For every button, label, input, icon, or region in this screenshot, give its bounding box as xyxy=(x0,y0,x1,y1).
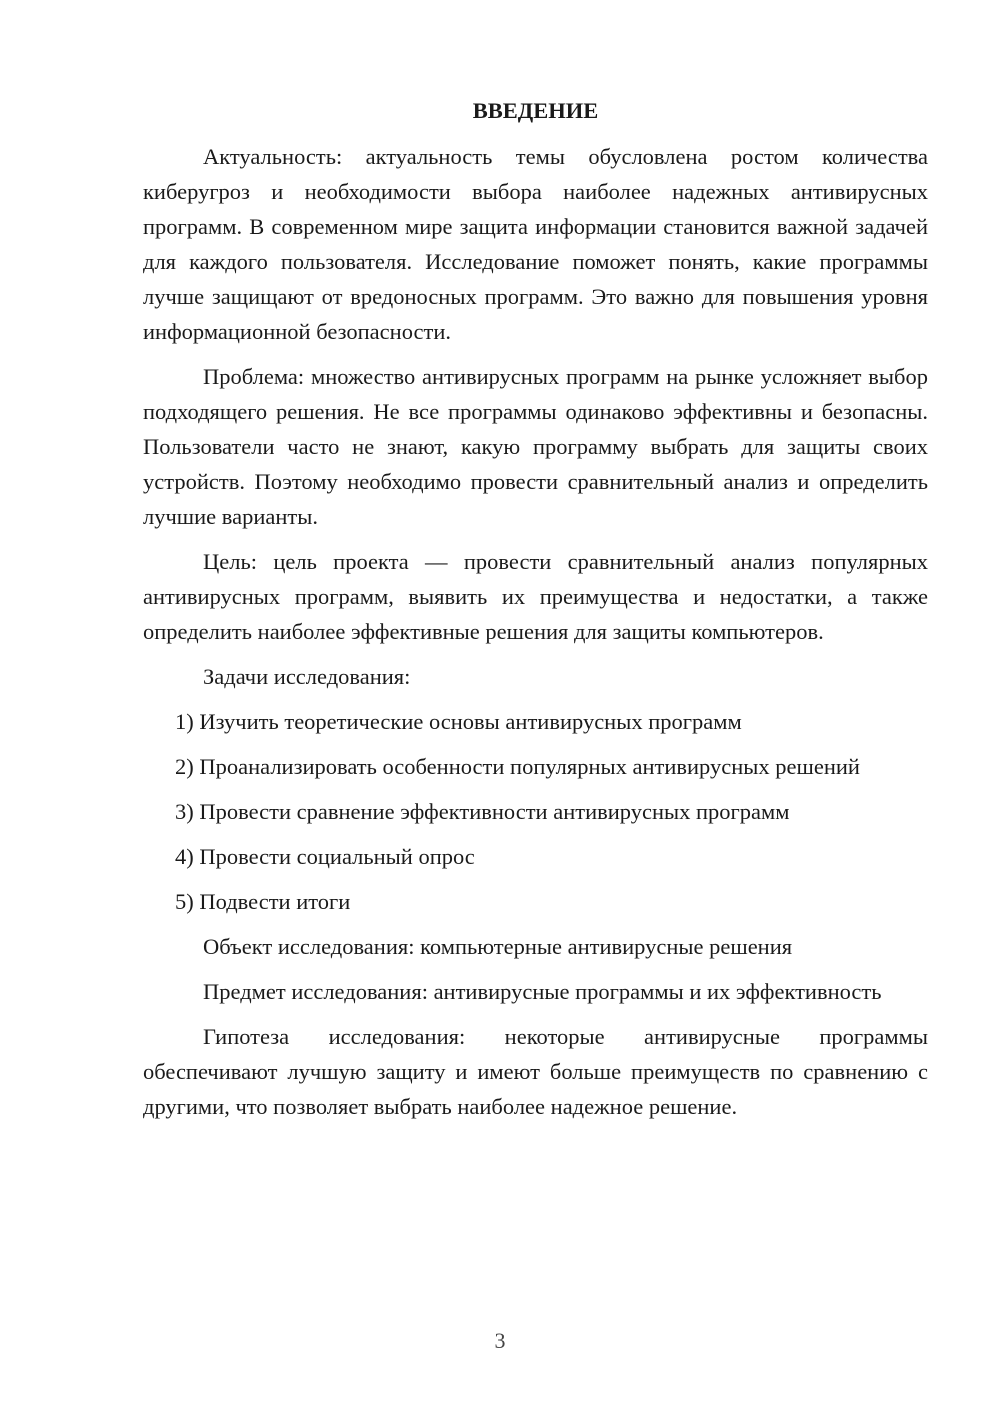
research-hypothesis: Гипотеза исследования: некоторые антивирусные программы обеспечивают лучшую защиту и имеют больше преимуществ по сравнению с другими, что позволяет выбрать наиболее надежное решение. xyxy=(143,1024,928,1119)
task-item: 1) Изучить теоретические основы антивирусных программ xyxy=(175,709,742,734)
paragraph-relevance: Актуальность: актуальность темы обусловлена ростом количества киберугроз и необходимости выбора наиболее надежных антивирусных программ. В современном мире защита информации становится важной задачей для каждого пользователя. Исследование поможет понять, какие программы лучше защищают от вредоносных программ. Это важно для повышения уровня информационной безопасности. xyxy=(143,144,928,344)
task-item: 4) Провести социальный опрос xyxy=(175,844,475,869)
document-page xyxy=(143,92,928,1124)
paragraph-problem: Проблема: множество антивирусных программ на рынке усложняет выбор подходящего решения. Не все программы одинаково эффективны и безопасны. Пользователи часто не знают, какую программу выбрать для защиты своих устройств. Поэтому необходимо провести сравнительный анализ и определить лучшие варианты. xyxy=(143,364,928,529)
page-number: 3 xyxy=(494,1328,506,1353)
task-item: 5) Подвести итоги xyxy=(175,889,351,914)
research-object: Объект исследования: компьютерные антивирусные решения xyxy=(203,934,793,959)
task-item: 2) Проанализировать особенности популярных антивирусных решений xyxy=(175,754,860,779)
section-title: ВВЕДЕНИЕ xyxy=(472,98,599,123)
tasks-heading: Задачи исследования: xyxy=(203,664,411,689)
paragraph-goal: Цель: цель проекта — провести сравнительный анализ популярных антивирусных программ, выявить их преимущества и недостатки, а также определить наиболее эффективные решения для защиты компьютеров. xyxy=(143,549,928,644)
research-subject: Предмет исследования: антивирусные программы и их эффективность xyxy=(203,979,882,1004)
task-item: 3) Провести сравнение эффективности антивирусных программ xyxy=(175,799,790,824)
